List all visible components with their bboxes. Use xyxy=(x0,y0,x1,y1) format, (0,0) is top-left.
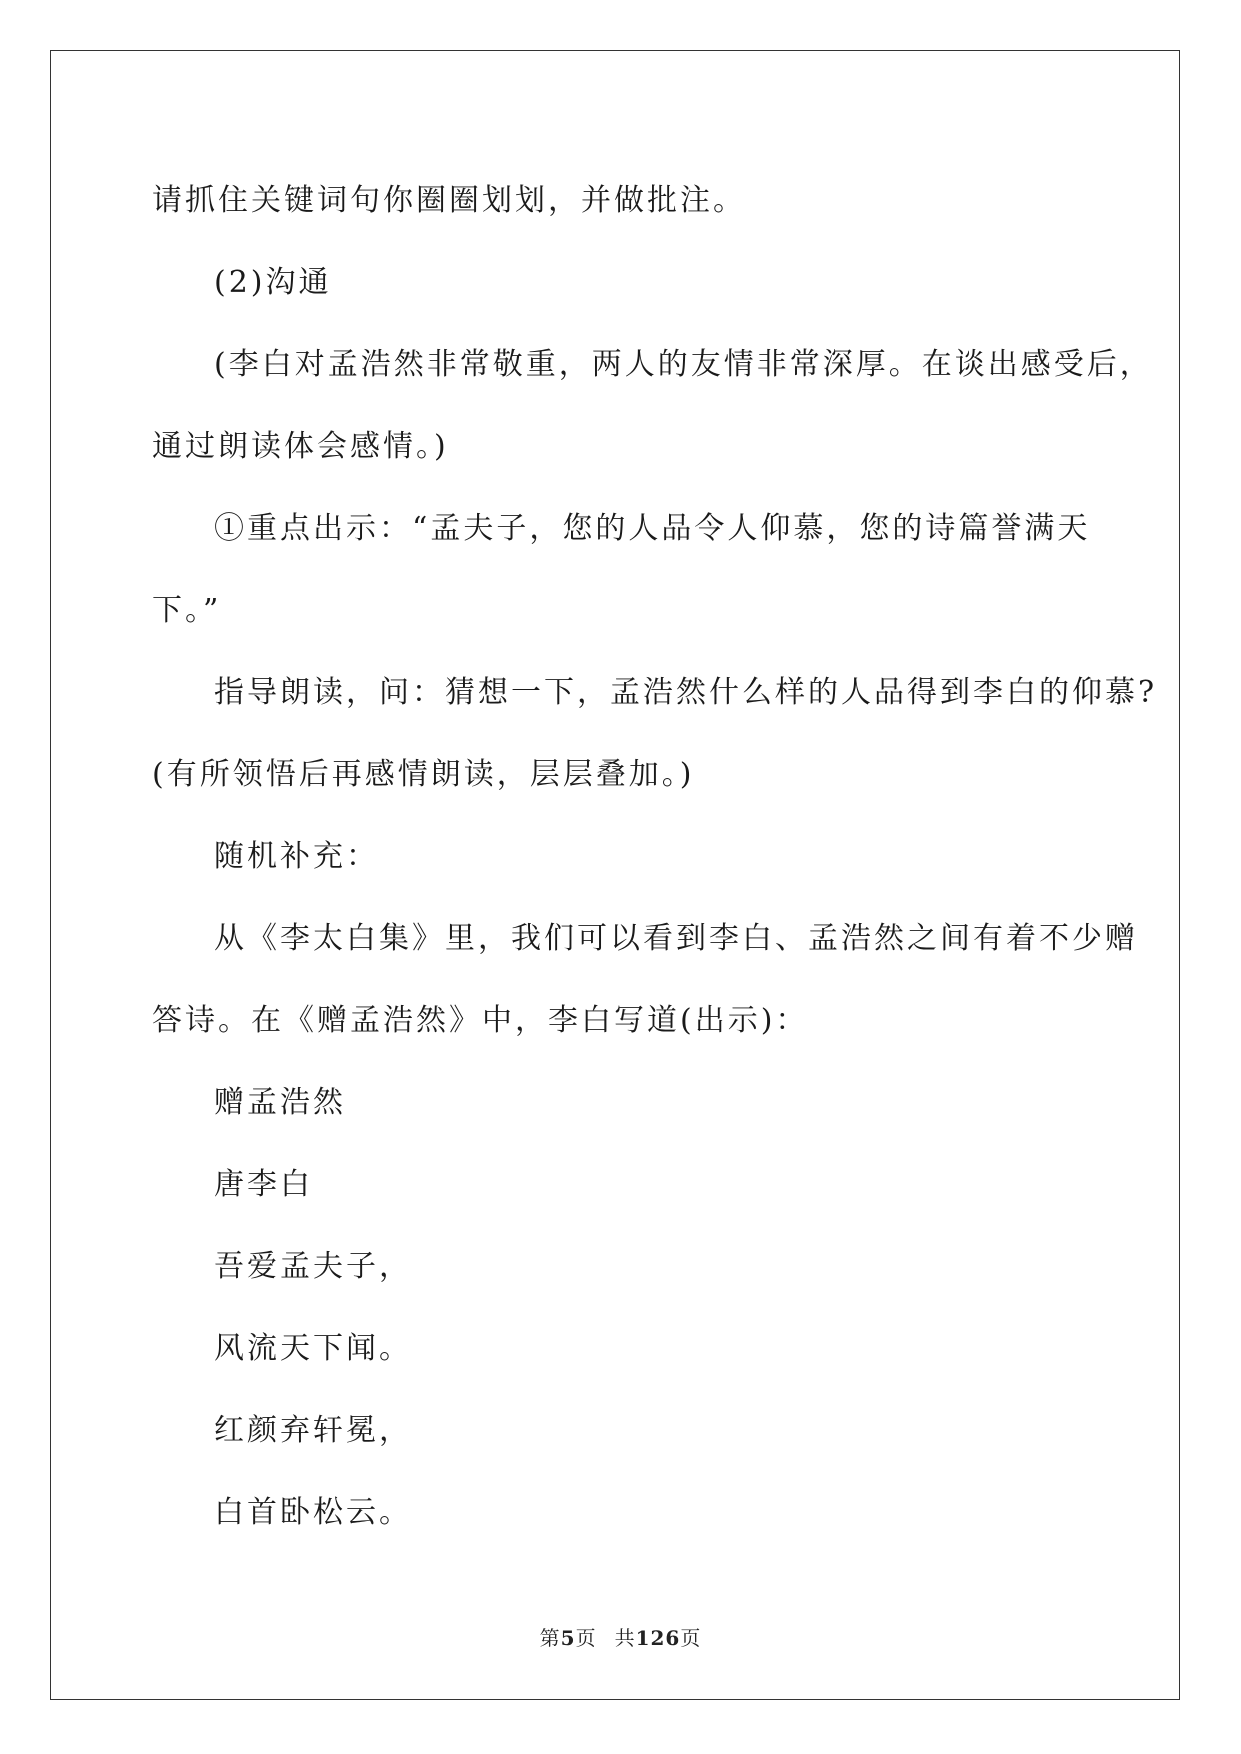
poem-author: 唐李白 xyxy=(214,1167,313,1202)
poem-title: 赠孟浩然 xyxy=(214,1085,346,1120)
paragraph: (李白对孟浩然非常敬重，两人的友情非常深厚。在谈出感受后， xyxy=(214,347,1153,382)
poem-line: 吾爱孟夫子， xyxy=(214,1249,412,1284)
page-footer xyxy=(0,1622,1241,1651)
paragraph: 下。” xyxy=(152,593,222,628)
footer-total-pages: 126 xyxy=(635,1626,681,1650)
paragraph: 通过朗读体会感情。) xyxy=(152,429,449,464)
footer-page-unit: 页 xyxy=(575,1626,597,1650)
paragraph: 指导朗读，问：猜想一下，孟浩然什么样的人品得到李白的仰慕? xyxy=(214,675,1158,710)
poem-line: 红颜弃轩冕， xyxy=(214,1413,412,1448)
paragraph: (有所领悟后再感情朗读，层层叠加。) xyxy=(152,757,695,792)
paragraph: 从《李太白集》里，我们可以看到李白、孟浩然之间有着不少赠 xyxy=(214,921,1138,956)
footer-total-unit: 页 xyxy=(680,1626,702,1650)
paragraph: 随机补充： xyxy=(214,839,379,874)
paragraph: (2)沟通 xyxy=(214,265,332,300)
poem-line: 风流天下闻。 xyxy=(214,1331,412,1366)
footer-total-prefix: 共 xyxy=(614,1626,636,1650)
footer-page-prefix: 第 xyxy=(539,1626,561,1650)
poem-line: 白首卧松云。 xyxy=(214,1495,412,1530)
paragraph: 请抓住关键词句你圈圈划划，并做批注。 xyxy=(152,183,746,218)
paragraph: 答诗。在《赠孟浩然》中，李白写道(出示)： xyxy=(152,1003,809,1038)
footer-page-number: 5 xyxy=(560,1626,576,1650)
paragraph: ①重点出示：“孟夫子，您的人品令人仰慕，您的诗篇誉满天 xyxy=(214,511,1091,546)
